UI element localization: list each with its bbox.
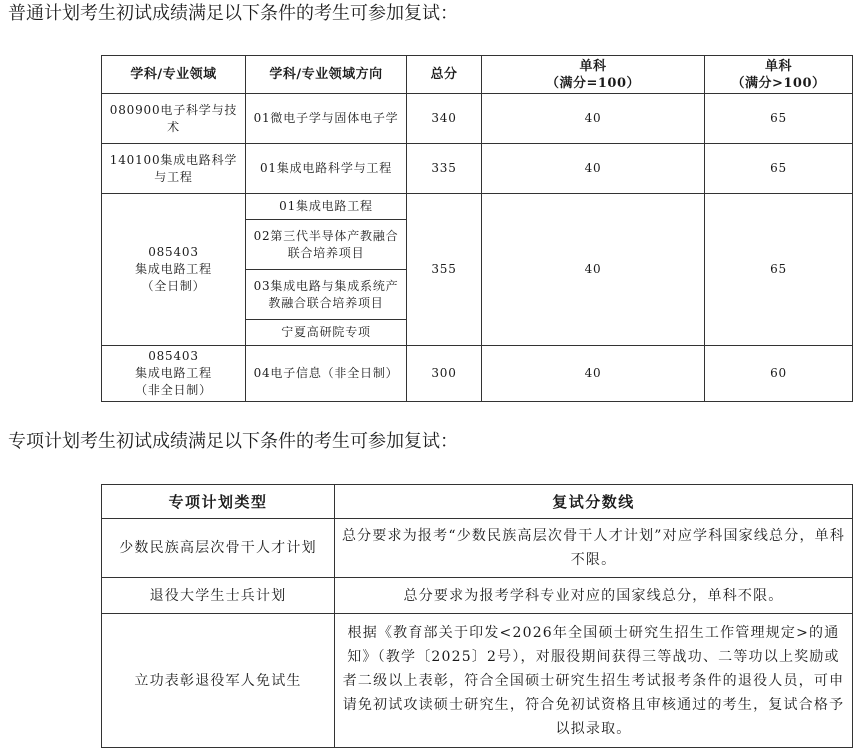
header-single-gt100-line2: （满分>100） <box>731 75 826 91</box>
cell-retest-score: 总分要求为报考学科专业对应的国家线总分，单科不限。 <box>335 578 853 614</box>
cell-single-100: 40 <box>482 194 705 346</box>
cell-direction: 03集成电路与集成系统产教融合联合培养项目 <box>246 270 407 320</box>
cell-field <box>102 194 246 346</box>
table-row <box>102 519 853 578</box>
table-row <box>102 346 853 402</box>
cell-plan-type: 立功表彰退役军人免试生 <box>102 614 335 748</box>
cell-total: 340 <box>407 94 482 144</box>
cell-plan-type: 退役大学生士兵计划 <box>102 578 335 614</box>
section-heading-regular-plan: 普通计划考生初试成绩满足以下条件的考生可参加复试： <box>8 3 458 24</box>
cell-direction: 01微电子学与固体电子学 <box>246 94 407 144</box>
header-single-100 <box>482 56 705 94</box>
cell-field-mode: （全日制） <box>141 279 206 293</box>
cell-direction: 01集成电路科学与工程 <box>246 144 407 194</box>
cell-field-code: 085403 <box>148 245 199 259</box>
cell-direction: 04电子信息（非全日制） <box>246 346 407 402</box>
cell-retest-score: 总分要求为报考“少数民族高层次骨干人才计划”对应学科国家线总分，单科不限。 <box>335 519 853 578</box>
cell-single-100: 40 <box>482 94 705 144</box>
cell-direction: 01集成电路工程 <box>246 194 407 220</box>
header-single-gt100 <box>705 56 853 94</box>
cell-field: 140100集成电路科学与工程 <box>102 144 246 194</box>
section-heading-special-plan: 专项计划考生初试成绩满足以下条件的考生可参加复试： <box>8 431 458 452</box>
cell-retest-score: 根据《教育部关于印发<2026年全国硕士研究生招生工作管理规定>的通知》（教学〔2025〕2号），对服役期间获得三等战功、二等功以上奖励或者二级以上表彰，符合全国硕士研究生招生考试报考条件的退役人员，可申请免初试攻读硕士研究生，符合免初试资格且审核通过的考生，复试合格予以拟录取。 <box>335 614 853 748</box>
table-row <box>102 578 853 614</box>
table-header-row <box>102 485 853 519</box>
header-field: 学科/专业领域 <box>102 56 246 94</box>
cell-direction: 宁夏高研院专项 <box>246 320 407 346</box>
cell-field <box>102 346 246 402</box>
header-single-gt100-line1: 单科 <box>764 58 792 74</box>
cell-total: 335 <box>407 144 482 194</box>
regular-plan-score-table <box>101 55 853 402</box>
cell-single-gt100: 65 <box>705 144 853 194</box>
table-row <box>102 144 853 194</box>
cell-single-gt100: 65 <box>705 194 853 346</box>
header-plan-type: 专项计划类型 <box>102 485 335 519</box>
cell-single-100: 40 <box>482 346 705 402</box>
header-total: 总分 <box>407 56 482 94</box>
special-plan-score-table <box>101 484 853 748</box>
cell-field-name: 集成电路工程 <box>135 366 212 380</box>
header-direction: 学科/专业领域方向 <box>246 56 407 94</box>
table-row <box>102 614 853 748</box>
header-single-100-line1: 单科 <box>579 58 607 74</box>
header-single-100-line2: （满分=100） <box>545 75 641 91</box>
cell-direction: 02第三代半导体产教融合联合培养项目 <box>246 220 407 270</box>
table-row <box>102 194 853 220</box>
cell-total: 300 <box>407 346 482 402</box>
cell-field-code: 085403 <box>148 349 199 363</box>
cell-total: 355 <box>407 194 482 346</box>
cell-field-mode: （非全日制） <box>135 383 212 397</box>
cell-single-100: 40 <box>482 144 705 194</box>
table-header-row <box>102 56 853 94</box>
cell-single-gt100: 60 <box>705 346 853 402</box>
cell-plan-type: 少数民族高层次骨干人才计划 <box>102 519 335 578</box>
header-retest-score: 复试分数线 <box>335 485 853 519</box>
cell-single-gt100: 65 <box>705 94 853 144</box>
table-row <box>102 94 853 144</box>
cell-field: 080900电子科学与技术 <box>102 94 246 144</box>
cell-field-name: 集成电路工程 <box>135 262 212 276</box>
